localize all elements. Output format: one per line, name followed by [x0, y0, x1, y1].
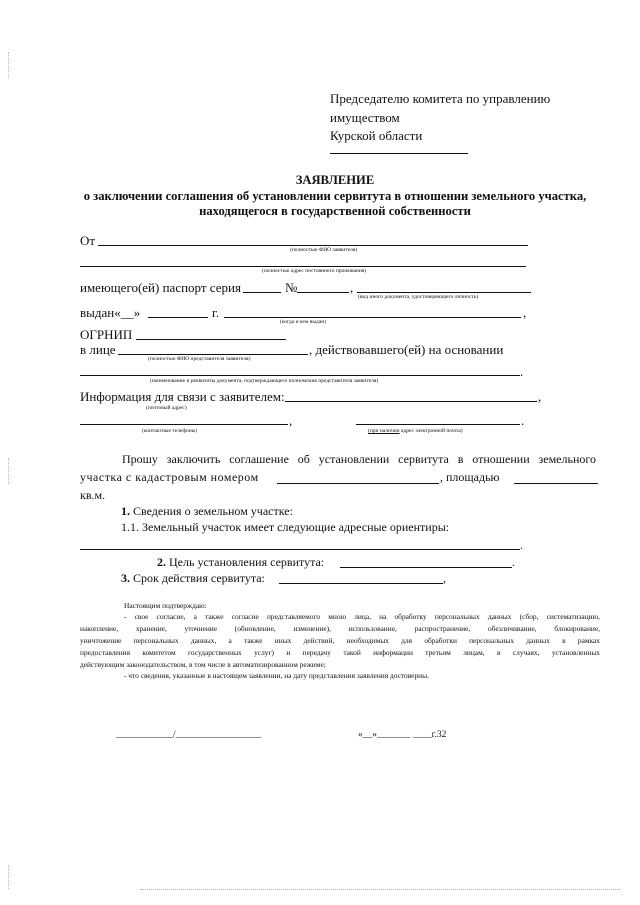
issued-date-field[interactable]: [148, 317, 208, 318]
comma: ,: [443, 571, 446, 585]
addressee-line-2: имуществом: [330, 110, 400, 125]
addressee-line-3: Курской области: [330, 128, 423, 143]
addressee-line-1: Председателю комитета по управлению: [330, 91, 551, 106]
phones-caption: (контактные телефоны): [142, 428, 198, 434]
authority-document-caption: (наименование и реквизиты документа, подтверждающего полномочия представителя заявителя): [150, 378, 379, 384]
dot: .: [521, 413, 525, 428]
section-2-number: 2.: [157, 555, 166, 569]
section-2-text: Цель установления сервитута:: [166, 555, 325, 569]
fio-caption: (полностью ФИО заявителя): [290, 247, 358, 253]
contact-label: Информация для связи с заявителем:: [80, 389, 285, 404]
date-field[interactable]: «__»_______ ____г.32: [358, 730, 447, 740]
consent-paragraph-1-line-1: - свое согласие, а также согласие представляемого мною лица, на обработку персональных данных (сбор, систематизацию,: [124, 612, 600, 621]
passport-label: имеющего(ей) паспорт серия: [80, 280, 241, 295]
dot: .: [512, 555, 515, 569]
passport-number-label: №: [285, 280, 298, 295]
dot: .: [520, 364, 524, 379]
consent-paragraph-1-line-5: действующим законодательством, в том числе в автоматизированном режиме;: [80, 660, 326, 669]
email-caption-underlined: (при наличии: [368, 428, 400, 434]
phones-field[interactable]: [80, 424, 288, 425]
scan-mark: [8, 458, 10, 484]
person-label: в лице: [80, 342, 116, 357]
year-label: г.: [212, 305, 220, 320]
document-title: ЗАЯВЛЕНИЕ: [295, 173, 375, 187]
document-subtitle-2: находящегося в государственной собственности: [199, 204, 471, 218]
consent-intro: Настоящим подтверждаю:: [124, 601, 207, 610]
consent-paragraph-1-line-3: уничтожение персональных данных, а также иных действий, необходимых для обработки персональных данных в рамках: [80, 636, 600, 645]
comma: ,: [289, 413, 293, 428]
section-2-heading: [157, 555, 324, 570]
scan-mark: [8, 52, 10, 78]
comma: ,: [538, 389, 542, 404]
applicant-fio-field[interactable]: [98, 245, 528, 246]
postal-address-field[interactable]: [285, 401, 537, 402]
comma: ,: [350, 280, 354, 295]
email-field[interactable]: [356, 424, 520, 425]
acting-label: , действовавшего(ей) на основании: [309, 342, 504, 357]
scan-mark: [8, 865, 10, 889]
issued-by-field[interactable]: [224, 317, 521, 318]
doc-type-caption: (вид иного документа, удостоверяющего личность): [358, 294, 479, 300]
representative-field[interactable]: [118, 354, 308, 355]
address-field[interactable]: [80, 266, 526, 267]
section-3-text: Срок действия сервитута:: [130, 571, 265, 585]
issued-caption: (когда и кем выдан): [280, 319, 327, 325]
signature-field[interactable]: ____________/__________________: [116, 730, 262, 740]
issued-label: выдан«__»: [80, 305, 141, 320]
document-subtitle-1: о заключении соглашения об установлении сервитута в отношении земельного участка,: [83, 189, 587, 203]
passport-number-field[interactable]: [297, 292, 349, 293]
email-caption-rest: адрес электронной почты): [399, 428, 463, 434]
request-line-2a: участка с кадастровым номером: [80, 470, 259, 484]
authority-document-field[interactable]: [80, 375, 520, 376]
request-line-1: Прошу заключить соглашение об установлении сервитута в отношении земельного: [122, 452, 596, 466]
passport-series-field[interactable]: [243, 292, 281, 293]
dot: .: [520, 538, 523, 552]
servitude-purpose-field[interactable]: [340, 567, 512, 568]
cadastral-number-field[interactable]: [277, 483, 439, 484]
request-line-3: кв.м.: [80, 488, 106, 502]
section-1-number: 1.: [121, 504, 130, 518]
comma: ,: [523, 305, 527, 320]
consent-paragraph-1-line-4: предоставления комитетом государственных услуг) и передачу такой информации третьим лицам, в случаях, установленных: [80, 648, 600, 657]
section-3-heading: [121, 571, 265, 586]
doc-type-field[interactable]: [357, 292, 531, 293]
request-line-2b: , площадью: [440, 470, 500, 484]
ogrnip-label: ОГРНИП: [80, 327, 133, 342]
postal-caption: (почтовый адрес): [146, 405, 187, 411]
section-3-number: 3.: [121, 571, 130, 585]
representative-caption: (полностью ФИО представителя заявителя): [148, 356, 251, 362]
email-caption: [368, 428, 463, 434]
area-field[interactable]: [514, 483, 598, 484]
consent-paragraph-1-line-2: накопление, хранение, уточнение (обновление, изменение), использование, распространение, обезличивание, блокирование,: [80, 624, 600, 633]
ogrnip-field[interactable]: [136, 339, 286, 340]
consent-paragraph-2: - что сведения, указанные в настоящем заявлении, на дату представления заявления достоверны.: [124, 671, 429, 680]
addressee-name-field[interactable]: [330, 153, 468, 154]
address-caption: (полностью адрес постоянного проживания): [262, 268, 367, 274]
servitude-term-field[interactable]: [279, 583, 443, 584]
section-1-heading: [121, 504, 293, 519]
section-1-text: Сведения о земельном участке:: [130, 504, 293, 518]
section-1-1-text: 1.1. Земельный участок имеет следующие адресные ориентиры:: [121, 520, 450, 534]
address-landmarks-field[interactable]: [80, 549, 520, 550]
scan-mark: [140, 889, 620, 890]
from-label: От: [80, 233, 96, 248]
